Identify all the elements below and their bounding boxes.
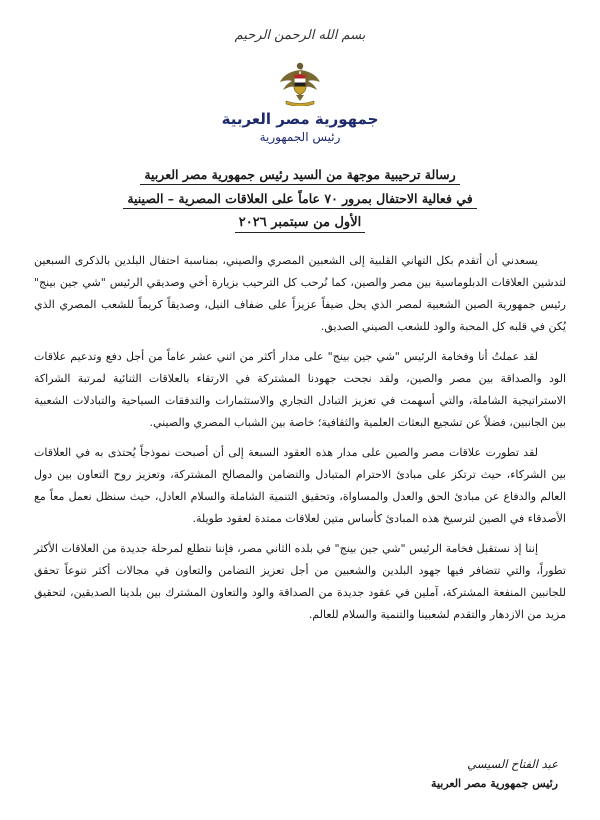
paragraph: لقد عملتُ أنا وفخامة الرئيس "شي جين بينج" على مدار أكثر من اثني عشر عاماً من أجل دفع وتدعيم علاقات الود والصداقة بين مصر والصين، ولقد نجحت جهودنا المشتركة في الارتقاء بالعلاقات الثنائية لمرتبة الشراكة الاستراتيجية الشاملة، والتي أسهمت في تعزيز التبادل التجاري والاستثمارات والتدفقات السياحية والتبادلات الشعبية بين الجانبين، فضلاً عن تشجيع البعثات العلمية والثقافية؛ خاصة بين الشباب المصري والصيني.: [34, 350, 566, 429]
emblem-container: [34, 60, 566, 106]
letter-body: [34, 250, 566, 626]
letter-date: الأول من سبتمبر ٢٠٢٦: [235, 215, 365, 233]
paragraph: يسعدني أن أتقدم بكل التهاني القلبية إلى الشعبين المصري والصيني، بمناسبة احتفال البلدين بالذكرى السبعين لتدشين العلاقات الدبلوماسية بين مصر والصين، كما نُرحب كل الترحيب بزيارة أخي وصديقي الرئيس "شي جين بينج" رئيس جمهورية الصين الشعبية لمصر الذي يحل ضيفاً عزيزاً على ضفاف النيل، وصديقاً كريماً للشعب المصري الذي يُكن في قلبه كل المحبة والود للشعب الصيني الصديق.: [34, 254, 566, 333]
paragraph: لقد تطورت علاقات مصر والصين على مدار هذه العقود السبعة إلى أن أصبحت نموذجاً يُحتذى به في العلاقات بين الشركاء، حيث ترتكز على مبادئ الاحترام المتبادل والتضامن والمصالح المشتركة، وتعزيز روح التعاون بين دول العالم والدفاع عن مبادئ الحق والعدل والمساواة، وتحقيق التنمية الشاملة والسلام العادل، حيث سنظل نعمل معاً مع الأصدقاء في الصين لترسيخ هذه المبادئ كأساس متين لعلاقات ممتدة لعقود طويلة.: [34, 446, 566, 525]
signature-role: رئيس جمهورية مصر العربية: [431, 777, 558, 790]
subject-line-1: رسالة ترحيبية موجهة من السيد رئيس جمهورية مصر العربية: [140, 167, 459, 185]
office-title: رئيس الجمهورية: [259, 130, 341, 144]
paragraph: إننا إذ نستقبل فخامة الرئيس "شي جين بينج" في بلده الثاني مصر، فإننا نتطلع لمرحلة جديدة من العلاقات الأكثر تطوراً، والتي تتضافر فيها جهود البلدين والشعبين من أجل تعزيز التضامن والتعاون في مجالات أكثر تنوعاً تحقق للجانبين المنفعة المشتركة، آملين في عقود جديدة من الصداقة والود والتعاون المشترك بين بلدينا الصديقين، لتحقيق مزيد من الازدهار والتقدم لشعبينا والتنمية والسلام للعالم.: [34, 542, 566, 621]
letter-subject: [34, 164, 566, 236]
signature-block: [431, 757, 558, 790]
eagle-of-saladin-icon: [278, 60, 322, 106]
signature-name: عبد الفتاح السيسي: [467, 757, 558, 771]
basmala-calligraphy: بسم الله الرحمن الرحيم: [234, 28, 366, 43]
republic-title: جمهورية مصر العربية: [221, 110, 379, 128]
subject-line-2: في فعالية الاحتفال بمرور ٧٠ عاماً على العلاقات المصرية – الصينية: [123, 191, 476, 209]
